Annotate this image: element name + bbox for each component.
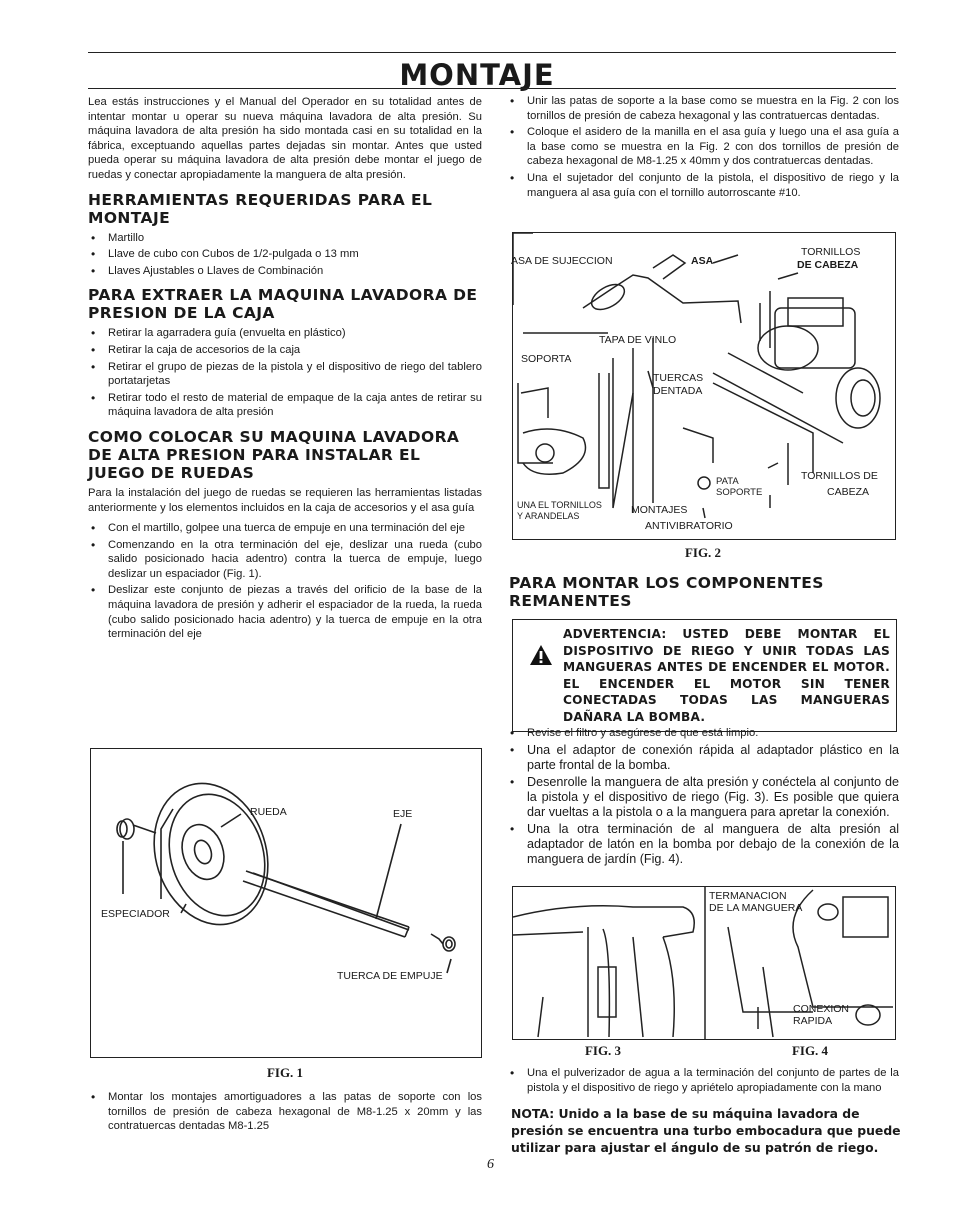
figure-2-caption: FIG. 2 — [684, 545, 722, 560]
title-rule — [88, 88, 896, 89]
tuercas-label-1: TUERCAS — [653, 372, 704, 384]
page-title: MONTAJE — [399, 58, 555, 92]
list-item: • Retirar todo el resto de material de empaque de la caja antes de retirar su máquina lavadora de alta presión — [88, 391, 482, 420]
gun-hose-illustration — [513, 887, 895, 1039]
list-item: • Deslizar este conjunto de piezas a través del orificio de la base de la máquina lavadora de presión y adherir el espaciador de la rueda, la rueda (cubo salido posicionado hacia adentro) y la tuerca de empuje en la otra terminación del eje — [88, 583, 482, 641]
tornillos-de-label-1: TORNILLOS DE — [801, 470, 878, 482]
pata-label-1: PATA — [716, 476, 739, 487]
wheels-intro: Para la instalación del juego de ruedas se requieren las herramientas listadas anteriormente y los elementos incluidos en la caja de accesorios y el asa guía — [88, 486, 482, 514]
wheels-list — [88, 521, 482, 642]
note-paragraph: NOTA: Unido a la base de su máquina lavadora de presión se encuentra una turbo embocadura que puede utilizar para ajustar el ángulo de su patrón de riego. — [511, 1106, 901, 1155]
tools-heading: HERRAMIENTAS REQUERIDAS PARA EL MONTAJE — [88, 190, 433, 227]
figure-2 — [512, 232, 896, 540]
top-rule — [88, 52, 896, 53]
spray-block — [507, 1066, 899, 1099]
list-item: • Una el pulverizador de agua a la terminación del conjunto de partes de la pistola y el dispositivo de riego y apriételo apropiadamente con la mano — [507, 1066, 899, 1095]
left-column — [88, 95, 482, 646]
list-item: • Retirar la caja de accesorios de la caja — [88, 343, 482, 358]
intro-paragraph: Lea estás instrucciones y el Manual del Operador en su totalidad antes de intentar montar u operar su nueva máquina lavadora de alta presión. Su máquina lavadora de alta presión ha sido montada casi en su totalidad en la fábrica, exceptuando aquellas partes dejadas sin montar. Antes que usted pueda operar su máquina lavadora de alta presión debe montar el juego de ruedas y conectar apropiadamente la manguera de alta presión. — [88, 96, 482, 181]
list-item: • Con el martillo, golpee una tuerca de empuje en una terminación del eje — [88, 521, 482, 536]
termanacion-label-1: TERMANACION — [709, 890, 787, 902]
extract-list — [88, 326, 482, 420]
list-item: • Retirar la agarradera guía (envuelta en plástico) — [88, 326, 482, 341]
figure-3-4 — [512, 886, 896, 1040]
wheel-axle-illustration — [91, 749, 481, 1057]
wheels-heading: COMO COLOCAR SU MAQUINA LAVADORA DE ALTA PRESION PARA INSTALAR EL JUEGO DE RUEDAS — [88, 427, 460, 482]
list-item: • Martillo — [88, 231, 482, 246]
tornillos-de-label-2: CABEZA — [827, 486, 870, 498]
warning-icon — [529, 644, 553, 666]
warning-box — [512, 619, 897, 732]
list-item: • Coloque el asidero de la manilla en el asa guía y luego una el asa guía a la base como se muestra en la Fig. 2 con dos tornillos de presión de cabeza hexagonal de M8-1.25 x 40mm y dos contratuercas dentadas. — [507, 125, 899, 169]
list-item: • Montar los montajes amortiguadores a las patas de soporte con los tornillos de presión de cabeza hexagonal de M8-1.25 x 20mm y las contratuercas dentadas M8-1.25 — [88, 1090, 482, 1134]
tuercas-label-2: DENTADA — [653, 385, 703, 397]
especiador-label: ESPECIADOR — [101, 908, 170, 920]
components-list — [507, 726, 899, 867]
tuerca-label: TUERCA DE EMPUJE — [337, 970, 443, 982]
list-item: • Llaves Ajustables o Llaves de Combinación — [88, 264, 482, 279]
tornillos-cabeza-label-1: TORNILLOS — [801, 246, 861, 258]
page-number: 6 — [487, 1157, 494, 1172]
list-item: • Retirar el grupo de piezas de la pistola y el dispositivo de riego del tablero portatarjetas — [88, 360, 482, 389]
montajes-label: MONTAJES — [631, 504, 688, 516]
conexion-label-2: RAPIDA — [793, 1015, 833, 1027]
components-heading-block — [509, 566, 899, 614]
list-item: • Una la otra terminación de al manguera de alta presión al adaptador de latón en la bomba por debajo de la conexión de la manguera de jardín (Fig. 4). — [507, 822, 899, 867]
tornillos-cabeza-label-2: DE CABEZA — [797, 259, 859, 271]
list-item: • Una el sujetador del conjunto de la pistola, el dispositivo de riego y la manguera al asa guía con el tornillo autorroscante #10. — [507, 171, 899, 200]
list-item: • Comenzando en la otra terminación del eje, deslizar una rueda (cubo salido posicionado hacia adentro) contra la tuerca de empuje, luego deslizar un espaciador (Fig. 1). — [88, 538, 482, 582]
figure-1 — [90, 748, 482, 1058]
components-heading: PARA MONTAR LOS COMPONENTES REMANENTES — [509, 574, 824, 610]
figure-1-caption: FIG. 1 — [266, 1065, 304, 1080]
figure-3-caption: FIG. 3 — [584, 1043, 622, 1058]
warning-text: ADVERTENCIA: USTED DEBE MONTAR EL DISPOSITIVO DE RIEGO Y UNIR TODAS LAS MANGUERAS ANTES DE ENCENDER EL MOTOR. EL ENCENDER EL MOTOR SIN TENER CONECTADAS TODAS LAS MANGUERAS DAÑARA LA BOMBA. — [563, 627, 890, 724]
antivib-label: ANTIVIBRATORIO — [645, 520, 733, 532]
conexion-label-1: CONEXION — [793, 1003, 850, 1015]
asa-sujecion-label: ASA DE SUJECCION — [511, 255, 613, 267]
asa-label: ASA — [691, 255, 714, 267]
components-block — [507, 726, 899, 871]
list-item: • Llave de cubo con Cubos de 1/2-pulgada o 13 mm — [88, 247, 482, 262]
termanacion-label-2: DE LA MANGUERA — [709, 902, 803, 914]
tapa-label: TAPA DE VINLO — [599, 334, 677, 346]
mounts-block — [88, 1090, 482, 1138]
una-label-1: UNA EL TORNILLOS — [517, 500, 602, 510]
rueda-label: RUEDA — [250, 806, 287, 818]
list-item: • Desenrolle la manguera de alta presión y conéctela al conjunto de la pistola y el dispositivo de riego (Fig. 3). Es posible que quiera dar vueltas a la pistola o a la manguera para apretar la conexión. — [507, 775, 899, 820]
eje-label: EJE — [393, 808, 413, 820]
una-label-2: Y ARANDELAS — [517, 511, 580, 521]
right-top-bullets — [507, 94, 899, 204]
list-item: • Unir las patas de soporte a la base como se muestra en la Fig. 2 con los tornillos de presión de cabeza hexagonal y las contratuercas dentadas. — [507, 94, 899, 123]
extract-heading: PARA EXTRAER LA MAQUINA LAVADORA DE PRESION DE LA CAJA — [88, 286, 478, 323]
tools-list — [88, 231, 482, 279]
list-item: • Revise el filtro y asegúrese de que está limpio. — [507, 726, 899, 741]
soporta-label: SOPORTA — [521, 353, 572, 365]
figure-4-caption: FIG. 4 — [791, 1043, 829, 1058]
pata-label-2: SOPORTE — [716, 487, 763, 498]
list-item: • Una el adaptor de conexión rápida al adaptador plástico en la parte frontal de la bomba. — [507, 743, 899, 773]
